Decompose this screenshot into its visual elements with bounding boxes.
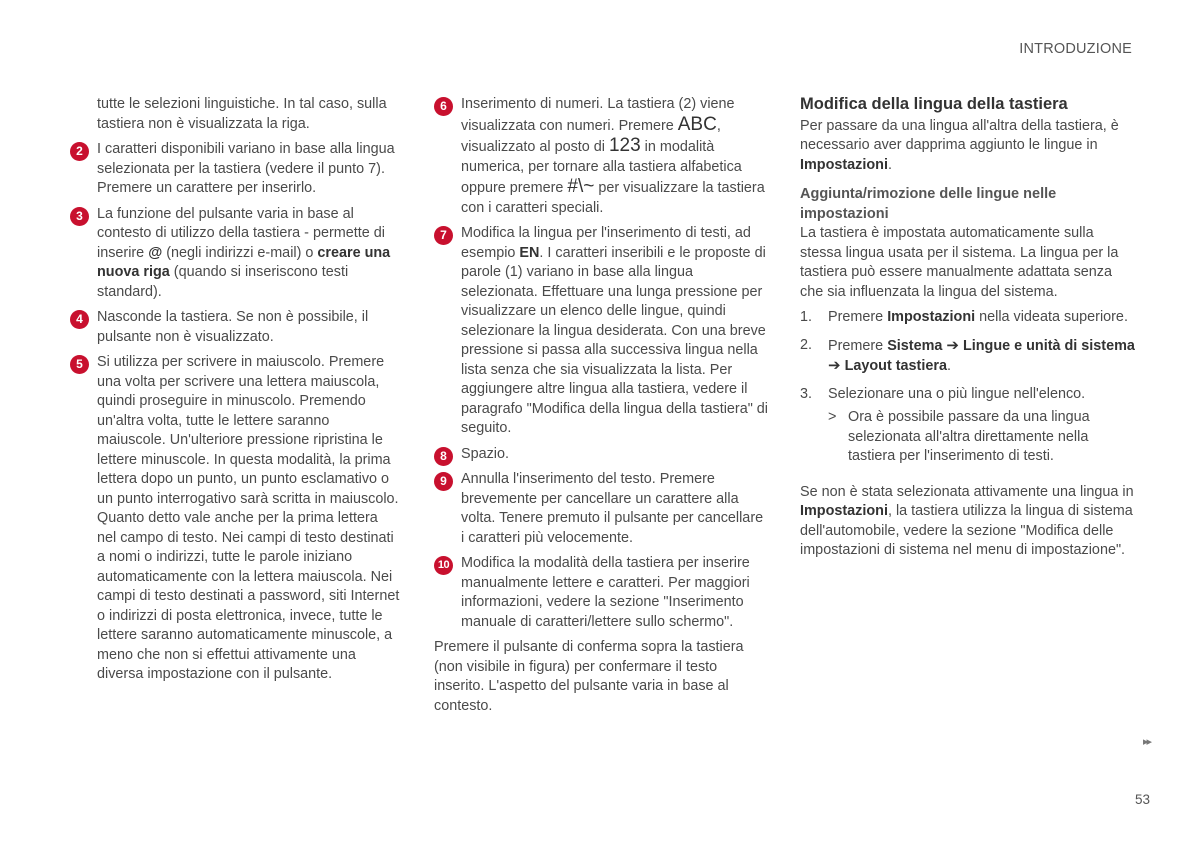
list-item-8 bbox=[434, 445, 770, 465]
item-text: Spazio. bbox=[461, 445, 509, 462]
list-item-5 bbox=[70, 353, 400, 685]
subsection-heading: Aggiunta/rimozione delle lingue nelle impostazioni bbox=[800, 186, 1057, 222]
item-text: Modifica la lingua per l'inserimento di testi, ad esempio EN. I caratteri inseribili e le proposte di parole (1) variano in base alla lingua selezionata. Effettuare una lunga pressione per visualizzare un elenco delle lingue, quindi selezionare la lingua desiderata. Con una breve pressione si passa alla successiva lingua nella lista senza che sia visualizzata la lista. Per aggiungere altre lingua alla tastiera, vedere il paragrafo "Modifica della lingua della tastiera" di seguito. bbox=[461, 225, 769, 436]
result-marker: > bbox=[828, 409, 837, 425]
step-2: 2. Premere Sistema ➔ Lingue e unità di sistema ➔ Layout tastiera. bbox=[800, 336, 1135, 374]
item-text: Nasconde la tastiera. Se non è possibile, il pulsante non è visualizzato. bbox=[97, 309, 369, 345]
number-badge-10: 10 bbox=[434, 556, 453, 575]
abc-key-glyph: ABC bbox=[677, 113, 717, 135]
steps-list bbox=[800, 308, 1136, 467]
continue-arrows-icon: ▸▸ bbox=[1142, 736, 1150, 748]
list-item-3 bbox=[70, 205, 400, 303]
numeric-key-glyph: 123 bbox=[608, 135, 641, 156]
step-number: 1. bbox=[800, 309, 813, 325]
list-item-4 bbox=[70, 308, 400, 347]
item-text: Inserimento di numeri. La tastiera (2) viene visualizzata con numeri. Premere ABC, visualizzato al posto di 123 in modalità numerica, per tornare alla tastiera alfabetica oppure premere #\~ per visualizzare la tastiera con i caratteri speciali. bbox=[461, 96, 765, 216]
body-paragraph: La tastiera è impostata automaticamente sulla stessa lingua usata per il sistema. La lingua per la tastiera può essere manualmente adattata senza che sia influenzata la lingua del sistema. bbox=[800, 225, 1119, 300]
number-badge-3: 3 bbox=[70, 207, 89, 226]
list-item-10 bbox=[434, 554, 770, 632]
number-badge-7: 7 bbox=[434, 226, 453, 245]
column-left bbox=[70, 95, 400, 691]
column-middle bbox=[434, 95, 770, 722]
number-badge-9: 9 bbox=[434, 472, 453, 491]
step-1: 1. Premere Impostazioni nella videata superiore. bbox=[800, 308, 1136, 328]
step-number: 2. bbox=[800, 336, 813, 353]
outro-paragraph: Premere il pulsante di conferma sopra la tastiera (non visibile in figura) per confermare il testo inserito. L'aspetto del pulsante varia in base al contesto. bbox=[434, 639, 744, 714]
number-badge-5: 5 bbox=[70, 355, 89, 374]
settings-label: Impostazioni bbox=[800, 156, 888, 173]
special-chars-key-glyph: #\~ bbox=[567, 176, 595, 197]
step-3: 3. Selezionare una o più lingue nell'elenco. > Ora è possibile passare da una lingua selezionata all'altra direttamente nella tastiera per l'inserimento di testi. bbox=[800, 385, 1136, 467]
arrow-right-icon: ➔ bbox=[946, 336, 959, 354]
keyboard-layout-label: Layout tastiera bbox=[844, 358, 947, 374]
list-item-6 bbox=[434, 95, 770, 218]
section-heading: Modifica della lingua della tastiera bbox=[800, 95, 1068, 113]
step-number: 3. bbox=[800, 385, 813, 402]
number-badge-6: 6 bbox=[434, 97, 453, 116]
language-code: EN bbox=[519, 244, 540, 261]
number-badge-8: 8 bbox=[434, 447, 453, 466]
final-paragraph: Se non è stata selezionata attivamente una lingua in Impostazioni, la tastiera utilizza la lingua di sistema dell'automobile, vedere la sezione "Modifica delle impostazioni di sistema nel menu di impostazione". bbox=[800, 483, 1134, 558]
system-label: Sistema bbox=[887, 337, 943, 354]
item-text: Modifica la modalità della tastiera per inserire manualmente lettere e caratteri. Per maggiori informazioni, vedere la sezione "Inserimento manuale di caratteri/lettere sullo schermo". bbox=[461, 555, 750, 630]
at-symbol: @ bbox=[148, 244, 163, 261]
list-item-2 bbox=[70, 140, 400, 199]
page-number: 53 bbox=[1134, 792, 1150, 807]
new-line-label: creare una nuova riga bbox=[97, 244, 391, 280]
intro-paragraph: tutte le selezioni linguistiche. In tal caso, sulla tastiera non è visualizzata la riga. bbox=[97, 96, 387, 132]
item-text: Annulla l'inserimento del testo. Premere brevemente per cancellare un carattere alla volta. Tenere premuto il pulsante per cancellare i caratteri più velocemente. bbox=[461, 471, 764, 546]
settings-label: Impostazioni bbox=[887, 309, 976, 325]
list-item-7 bbox=[434, 224, 770, 439]
item-text: I caratteri disponibili variano in base alla lingua selezionata per la tastiera (vedere il punto 7). Premere un carattere per inserirlo. bbox=[97, 141, 395, 196]
number-badge-4: 4 bbox=[70, 310, 89, 329]
section-label: INTRODUZIONE bbox=[1019, 41, 1132, 57]
arrow-right-icon: ➔ bbox=[828, 357, 841, 374]
item-text: La funzione del pulsante varia in base al contesto di utilizzo della tastiera - permette di inserire @ (negli indirizzi e-mail) o creare una nuova riga (quando si inseriscono testi standard). bbox=[97, 205, 391, 300]
column-right bbox=[800, 95, 1136, 567]
number-badge-2: 2 bbox=[70, 142, 89, 161]
languages-label: Lingue e unità di sistema bbox=[962, 337, 1135, 354]
settings-label: Impostazioni bbox=[800, 503, 888, 519]
list-item-9 bbox=[434, 470, 770, 548]
step-result: > Ora è possibile passare da una lingua selezionata all'altra direttamente nella tastiera per l'inserimento di testi. bbox=[828, 409, 1090, 464]
item-text: Si utilizza per scrivere in maiuscolo. Premere una volta per scrivere una lettera maiuscola, quindi proseguire in minuscolo. Premendo un'altra volta, tutte le lettere saranno maiuscole. Un'ulteriore pressione ripristina le lettere minuscole. In questa modalità, la prima lettera dopo un punto, un punto esclamativo o un punto interrogativo sarà scritta in maiuscolo. Quanto detto vale anche per la prima lettera nel campo di testo. Nei campi di testo destinati a nomi o indirizzi, tutte le parole iniziano automaticamente con la lettera maiuscola. Nei campi di testo destinati a password, siti Internet o indirizzi di posta elettronica, invece, tutte le lettere saranno automaticamente minuscole, a meno che non si effettui attivamente una diversa impostazione con il pulsante. bbox=[97, 354, 400, 682]
intro-paragraph: Per passare da una lingua all'altra della tastiera, è necessario aver dapprima aggiunto le lingue in Impostazioni. bbox=[800, 117, 1119, 173]
